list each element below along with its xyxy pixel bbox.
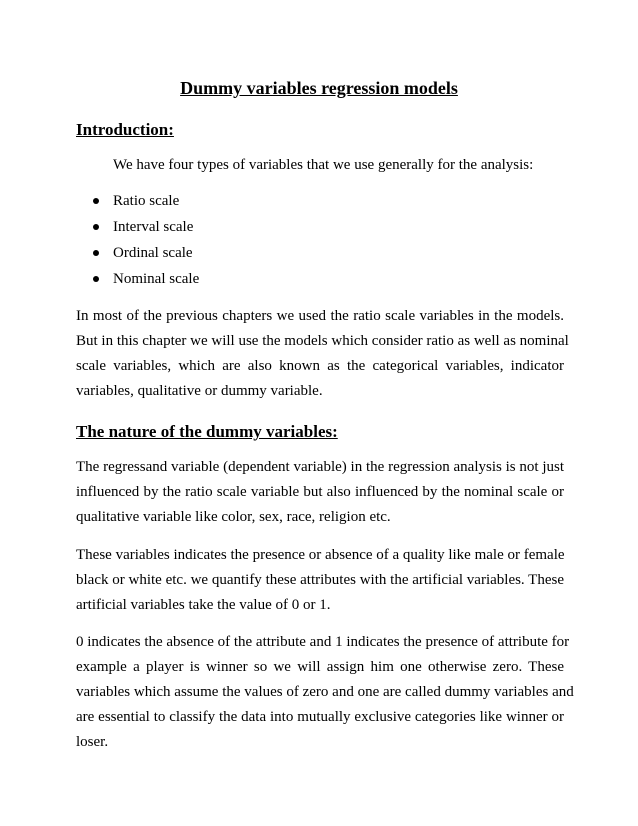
paragraph-line: artificial variables take the value of 0 or 1. xyxy=(76,597,331,613)
paragraph-previous-chapters xyxy=(76,304,569,404)
list-item xyxy=(90,243,199,269)
paragraph-zero-one xyxy=(76,630,574,755)
paragraph-line: influenced by the ratio scale variable but also influenced by the nominal scale or xyxy=(76,484,564,500)
list-item xyxy=(90,269,199,295)
paragraph-line: loser. xyxy=(76,734,109,750)
bullet-icon xyxy=(93,276,99,282)
list-item-label: Ratio scale xyxy=(113,193,180,209)
paragraph-line: These variables indicates the presence or absence of a quality like male or female xyxy=(76,547,565,563)
paragraph-line: The regressand variable (dependent variable) in the regression analysis is not just xyxy=(76,459,564,475)
paragraph-line: example a player is winner so we will assign him one otherwise zero. These xyxy=(76,659,564,675)
paragraph-line: qualitative variable like color, sex, race, religion etc. xyxy=(76,509,391,525)
paragraph-line: scale variables, which are also known as the categorical variables, indicator xyxy=(76,358,564,374)
paragraph-presence-absence xyxy=(76,543,564,618)
bullet-icon xyxy=(93,250,99,256)
paragraph-line: 0 indicates the absence of the attribute and 1 indicates the presence of attribute for xyxy=(76,634,570,650)
list-item-label: Ordinal scale xyxy=(113,245,193,261)
introduction-heading: Introduction: xyxy=(76,120,174,139)
paragraph-line: black or white etc. we quantify these attributes with the artificial variables. These xyxy=(76,572,564,588)
variable-types-list xyxy=(90,191,199,295)
list-item xyxy=(90,217,199,243)
paragraph-line: are essential to classify the data into mutually exclusive categories like winner or xyxy=(76,709,564,725)
paragraph-regressand xyxy=(76,455,564,530)
list-item-label: Nominal scale xyxy=(113,271,200,287)
paragraph-line: In most of the previous chapters we used the ratio scale variables in the models. xyxy=(76,308,564,324)
paragraph-line: But in this chapter we will use the models which consider ratio as well as nominal xyxy=(76,333,569,349)
list-item-label: Interval scale xyxy=(113,219,194,235)
bullet-icon xyxy=(93,224,99,230)
nature-heading: The nature of the dummy variables: xyxy=(76,422,338,441)
document-title: Dummy variables regression models xyxy=(180,78,458,98)
bullet-icon xyxy=(93,198,99,204)
paragraph-line: variables, qualitative or dummy variable. xyxy=(76,383,323,399)
introduction-sentence: We have four types of variables that we use generally for the analysis: xyxy=(113,157,534,173)
paragraph-line: variables which assume the values of zero and one are called dummy variables and xyxy=(76,684,574,700)
list-item xyxy=(90,191,199,217)
